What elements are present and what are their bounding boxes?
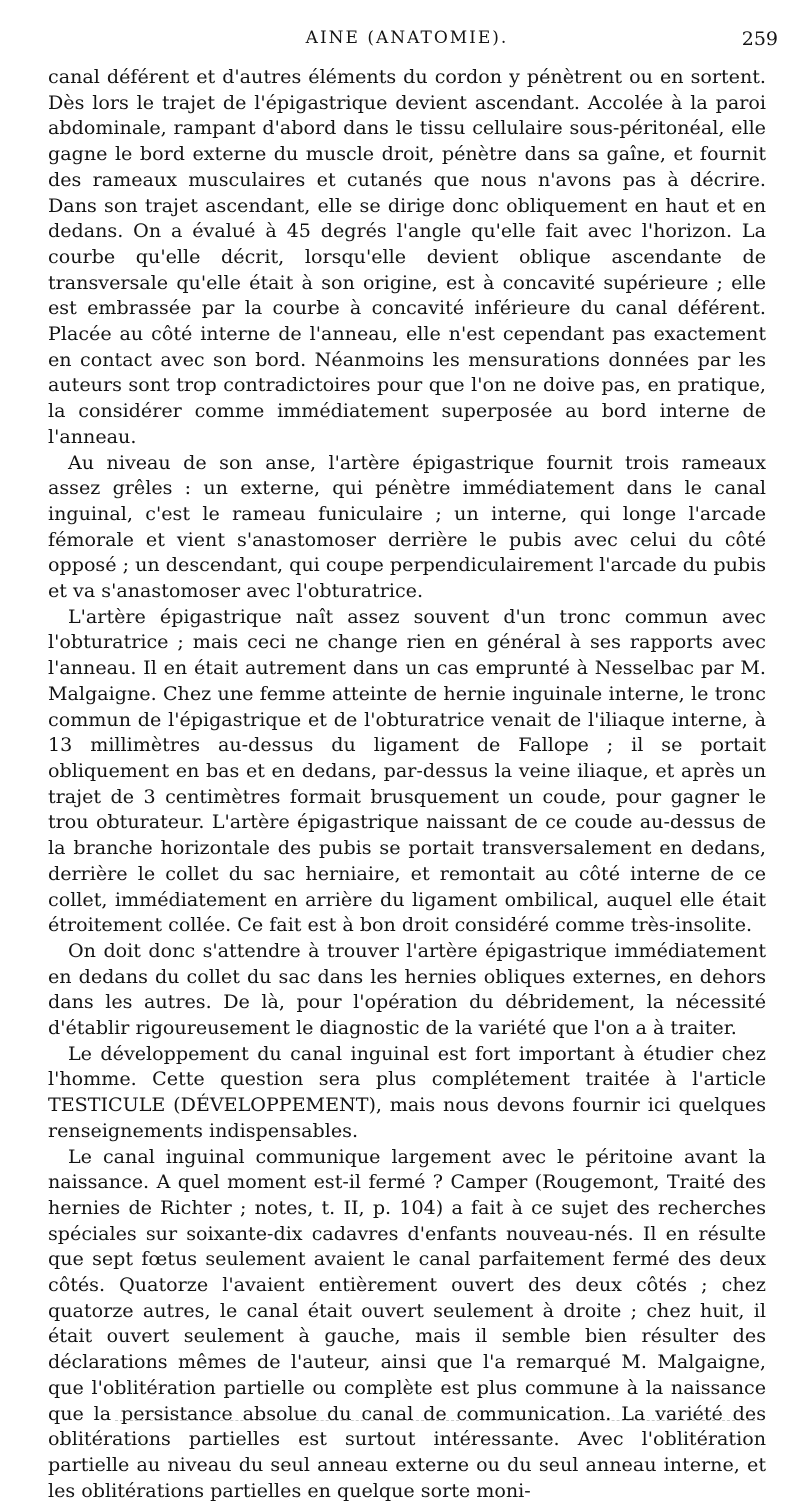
running-head [48,24,778,64]
page-header-title: AINE (ANATOMIE). [305,28,509,48]
paragraph: L'artère épigastrique naît assez souvent d'un tronc commun avec l'obturatrice ; mais ceci ne change rien en général à ses rapports avec l'anneau. Il en était autrement dans un cas emprunté à Nesselbac par M. Malgaigne. Chez une femme atteinte de hernie inguinale interne, le tronc commun de l'épigastrique et de l'obturatrice venait de l'iliaque interne, à 13 millimètres au-dessus du ligament de Fallope ; il se portait obliquement en bas et en dedans, par-dessus la veine iliaque, et après un trajet de 3 centimètres formait brusquement un coude, pour gagner le trou obturateur. L'artère épigastrique naissant de ce coude au-dessus de la branche horizontale des pubis se portait transversalement en dedans, derrière le collet du sac herniaire, et remontait au côté interne de ce collet, immédiatement en arrière du ligament ombilical, auquel elle était étroitement collée. Ce fait est à bon droit considéré comme très-insolite. [48,604,766,937]
page [48,24,778,1503]
paragraph: On doit donc s'attendre à trouver l'artère épigastrique immédiatement en dedans du collet du sac dans les hernies obliques externes, en dehors dans les autres. De là, pour l'opération du débridement, la nécessité d'établir rigoureusement le diagnostic de la variété que l'on a à traiter. [48,938,766,1040]
paragraph: Au niveau de son anse, l'artère épigastrique fournit trois rameaux assez grêles : un externe, qui pénètre immédiatement dans le canal inguinal, c'est le rameau funiculaire ; un interne, qui longe l'arcade fémorale et vient s'anastomoser derrière le pubis avec celui du côté opposé ; un descendant, qui coupe perpendiculairement l'arcade du pubis et va s'anastomoser avec l'obturatrice. [48,450,766,603]
paragraph: Le développement du canal inguinal est fort important à étudier chez l'homme. Cette question sera plus complétement traitée à l'article TESTICULE (DÉVELOPPEMENT), mais nous devons fournir ici quelques renseignements indispensables. [48,1041,766,1142]
page-number: 259 [741,28,778,50]
paragraph: canal déférent et d'autres éléments du cordon y pénètrent ou en sortent. Dès lors le trajet de l'épigastrique devient ascendant. Accolée à la paroi abdominale, rampant d'abord dans le tissu cellulaire sous-péritonéal, elle gagne le bord externe du muscle droit, pénètre dans sa gaîne, et fournit des rameaux musculaires et cutanés que nous n'avons pas à décrire. Dans son trajet ascendant, elle se dirige donc obliquement en haut et en dedans. On a évalué à 45 degrés l'angle qu'elle fait avec l'horizon. La courbe qu'elle décrit, lorsqu'elle devient oblique ascendante de transversale qu'elle était à son origine, est à concavité supérieure ; elle est embrassée par la courbe à concavité inférieure du canal déférent. Placée au côté interne de l'anneau, elle n'est cependant pas exactement en contact avec son bord. Néanmoins les mensurations données par les auteurs sont trop contradictoires pour que l'on ne doive pas, en pratique, la considérer comme immédiatement superposée au bord interne de l'anneau. [48,65,766,448]
paragraph: Le canal inguinal communique largement avec le péritoine avant la naissance. A quel moment est-il fermé ? Camper (Rougemont, Traité des hernies de Richter ; notes, t. II, p. 104) a fait à ce sujet des recherches spéciales sur soixante-dix cadavres d'enfants nouveau-nés. Il en résulte que sept fœtus seulement avaient le canal parfaitement fermé des deux côtés. Quatorze l'avaient entièrement ouvert des deux côtés ; chez quatorze autres, le canal était ouvert seulement à droite ; chez huit, il était ouvert seulement à gauche, mais il semble bien résulter des déclarations mêmes de l'auteur, ainsi que l'a remarqué M. Malgaigne, que l'oblitération partielle ou complète est plus commune à la naissance que la persistance absolue du canal de communication. La variété des oblitérations partielles est surtout intéressante. Avec l'oblitération partielle au niveau du seul anneau externe ou du seul anneau interne, et les oblitérations partielles en quelque sorte moni- [48,1144,766,1502]
bottom-rule [115,1420,755,1421]
